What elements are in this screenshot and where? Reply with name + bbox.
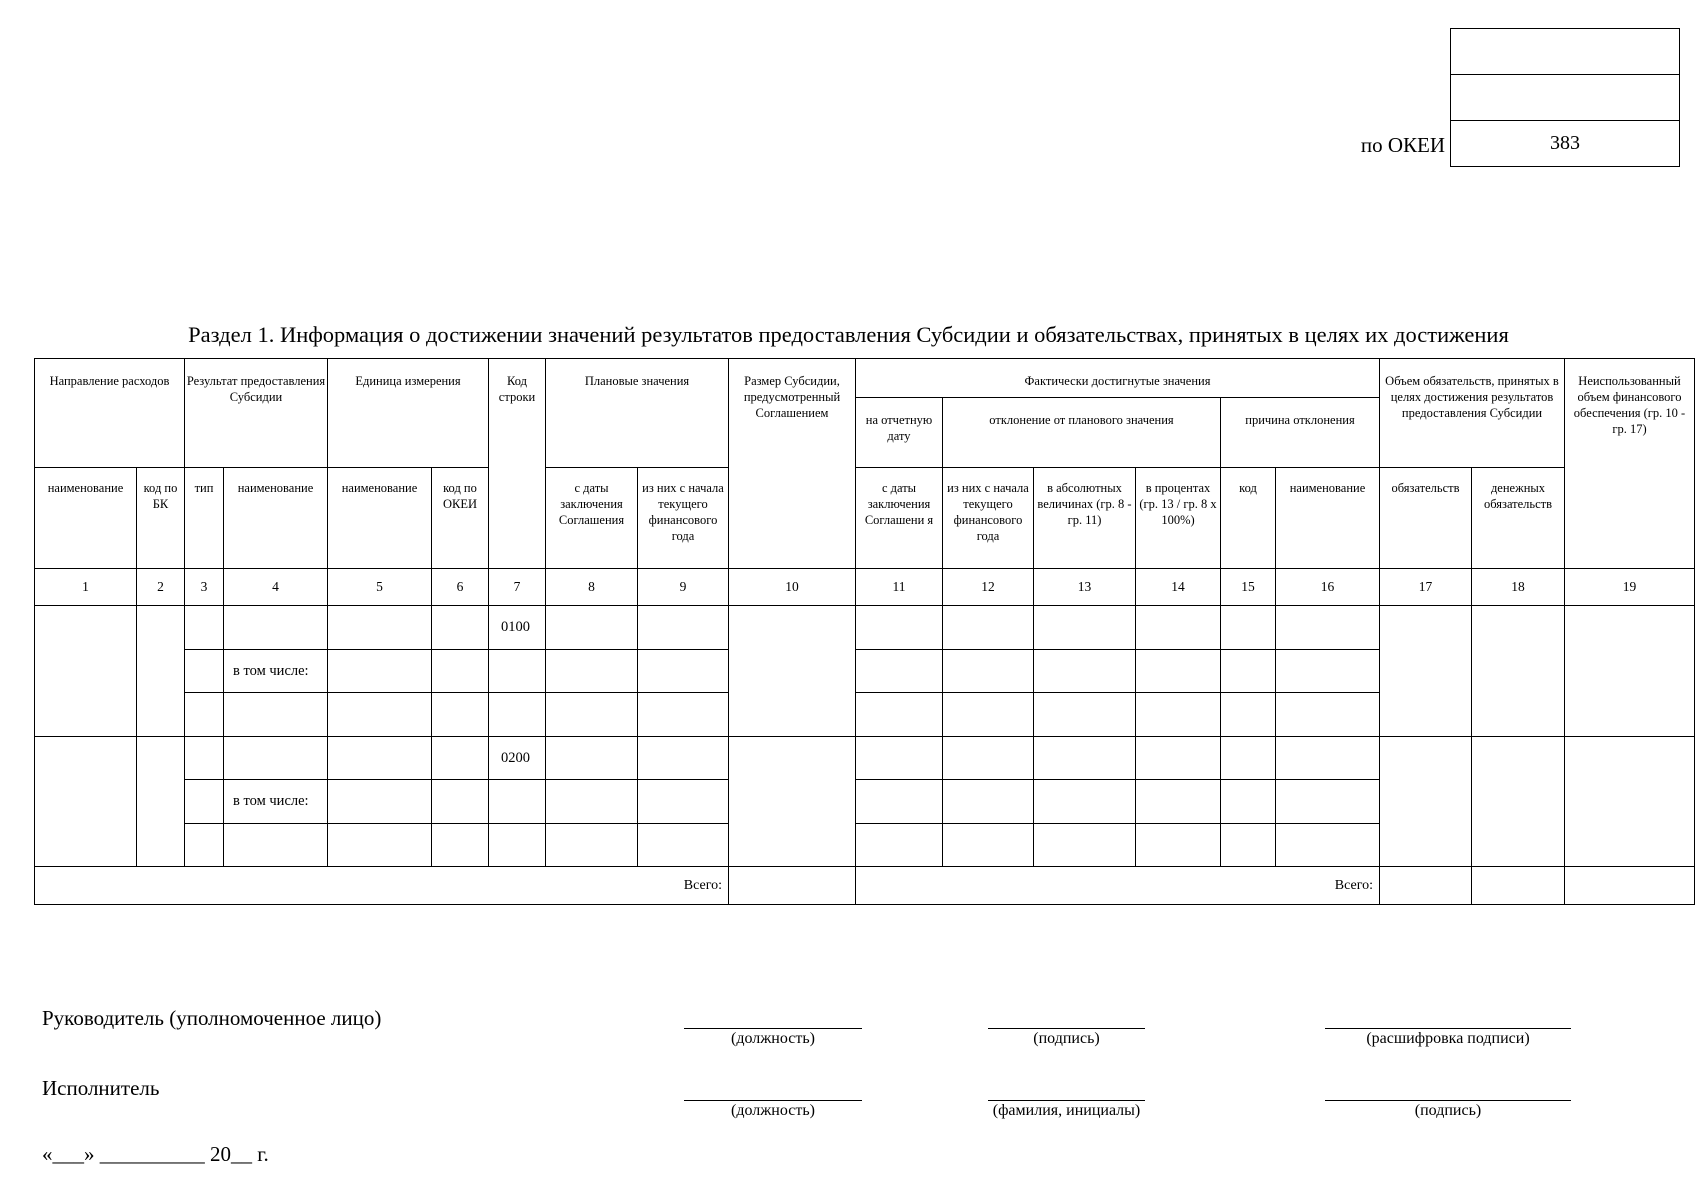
- total-label-planned: Всего:: [35, 867, 729, 905]
- data-cell[interactable]: [489, 693, 546, 737]
- header-result: Результат предоставления Субсидии: [185, 359, 328, 468]
- column-number: 10: [729, 569, 856, 606]
- column-number: 17: [1380, 569, 1472, 606]
- header-unused: Неиспользованный объем финансового обеспечения (гр. 10 - гр. 17): [1565, 359, 1695, 569]
- data-cell[interactable]: [137, 606, 185, 737]
- data-cell[interactable]: [1034, 693, 1136, 737]
- data-cell[interactable]: [432, 823, 489, 867]
- data-cell[interactable]: [1276, 823, 1380, 867]
- header-act-from-date: с даты заключения Соглашени я: [856, 468, 943, 569]
- data-cell[interactable]: [1034, 823, 1136, 867]
- data-cell[interactable]: [856, 649, 943, 693]
- executor-signature-line[interactable]: [1325, 1100, 1571, 1101]
- total-unused-cell[interactable]: [1565, 867, 1695, 905]
- header-reason-name: наименование: [1276, 468, 1380, 569]
- data-cell[interactable]: [1380, 736, 1472, 867]
- data-cell[interactable]: [638, 736, 729, 780]
- data-cell[interactable]: [35, 736, 137, 867]
- header-deviation: отклонение от планового значения: [943, 398, 1221, 468]
- column-number: 3: [185, 569, 224, 606]
- data-cell[interactable]: [1472, 736, 1565, 867]
- data-cell[interactable]: [1565, 606, 1695, 737]
- head-label: Руководитель (уполномоченное лицо): [42, 1006, 382, 1030]
- data-cell[interactable]: [1276, 649, 1380, 693]
- data-cell[interactable]: [185, 606, 224, 650]
- column-number: 4: [224, 569, 328, 606]
- data-cell[interactable]: [1136, 736, 1221, 780]
- including-label: в том числе:: [224, 780, 328, 824]
- data-cell[interactable]: [185, 736, 224, 780]
- header-plan-of-them: из них с начала текущего финансового года: [638, 468, 729, 569]
- column-number: 6: [432, 569, 489, 606]
- total-subsidy-cell[interactable]: [729, 867, 856, 905]
- data-cell[interactable]: [185, 693, 224, 737]
- header-unit-code: код по ОКЕИ: [432, 468, 489, 569]
- data-cell[interactable]: [856, 823, 943, 867]
- data-cell[interactable]: [1380, 606, 1472, 737]
- column-number: 18: [1472, 569, 1565, 606]
- data-cell[interactable]: [546, 736, 638, 780]
- data-cell[interactable]: [328, 736, 432, 780]
- data-cell[interactable]: [328, 606, 432, 650]
- data-cell[interactable]: [1136, 606, 1221, 650]
- data-cell[interactable]: [943, 823, 1034, 867]
- header-on-report-date: на отчетную дату: [856, 398, 943, 468]
- data-cell[interactable]: [856, 736, 943, 780]
- data-cell[interactable]: [856, 780, 943, 824]
- data-cell[interactable]: [328, 693, 432, 737]
- data-cell[interactable]: [185, 823, 224, 867]
- data-cell[interactable]: [638, 823, 729, 867]
- row-code-0200: 0200: [489, 736, 546, 780]
- data-cell[interactable]: [1136, 823, 1221, 867]
- data-cell[interactable]: [638, 649, 729, 693]
- executor-name-caption: (фамилия, инициалы): [992, 1102, 1141, 1119]
- okei-cell-2[interactable]: [1451, 75, 1680, 121]
- header-actual: Фактически достигнутые значения: [856, 359, 1380, 398]
- total-label-actual: Всего:: [856, 867, 1380, 905]
- data-cell[interactable]: [489, 780, 546, 824]
- data-cell[interactable]: [729, 606, 856, 737]
- header-planned: Плановые значения: [546, 359, 729, 468]
- data-cell[interactable]: [546, 780, 638, 824]
- column-number: 7: [489, 569, 546, 606]
- header-obligations: Объем обязательств, принятых в целях достижения результатов предоставления Субсидии: [1380, 359, 1565, 468]
- header-direction: Направление расходов: [35, 359, 185, 468]
- head-position-caption: (должность): [731, 1030, 815, 1047]
- header-abs-values: в абсолютных величинах (гр. 8 - гр. 11): [1034, 468, 1136, 569]
- header-percent: в процентах (гр. 13 / гр. 8 x 100%): [1136, 468, 1221, 569]
- data-cell[interactable]: [224, 693, 328, 737]
- section-title: Раздел 1. Информация о достижении значений результатов предоставления Субсидии и обязательствах, принятых в целях их достижения: [188, 322, 1509, 347]
- data-cell[interactable]: [1276, 780, 1380, 824]
- data-cell[interactable]: [1034, 649, 1136, 693]
- data-cell[interactable]: [1276, 693, 1380, 737]
- executor-name-line[interactable]: [988, 1100, 1145, 1101]
- data-cell[interactable]: [432, 649, 489, 693]
- data-cell[interactable]: [1136, 780, 1221, 824]
- data-cell[interactable]: [185, 649, 224, 693]
- data-cell[interactable]: [1221, 780, 1276, 824]
- data-cell[interactable]: [1221, 649, 1276, 693]
- column-number: 14: [1136, 569, 1221, 606]
- data-cell[interactable]: [224, 736, 328, 780]
- data-cell[interactable]: [432, 606, 489, 650]
- header-unit-name: наименование: [328, 468, 432, 569]
- okei-cell-1[interactable]: [1451, 29, 1680, 75]
- data-cell[interactable]: [185, 780, 224, 824]
- data-cell[interactable]: [856, 693, 943, 737]
- column-number: 8: [546, 569, 638, 606]
- data-cell[interactable]: [224, 606, 328, 650]
- data-cell[interactable]: [943, 606, 1034, 650]
- data-cell[interactable]: [35, 606, 137, 737]
- okei-cell-3[interactable]: 383: [1451, 121, 1680, 167]
- data-cell[interactable]: [1034, 736, 1136, 780]
- data-cell[interactable]: [1221, 736, 1276, 780]
- executor-position-line[interactable]: [684, 1100, 862, 1101]
- data-cell[interactable]: [546, 606, 638, 650]
- header-plan-from-date: с даты заключения Соглашения: [546, 468, 638, 569]
- head-decoding-caption: (расшифровка подписи): [1366, 1030, 1530, 1047]
- data-cell[interactable]: [1276, 606, 1380, 650]
- total-obligations-cell[interactable]: [1380, 867, 1472, 905]
- executor-position-caption: (должность): [731, 1102, 815, 1119]
- head-signature-line[interactable]: [988, 1028, 1145, 1029]
- column-number: 1: [35, 569, 137, 606]
- date-line[interactable]: «___» __________ 20__ г.: [42, 1142, 269, 1166]
- including-label: в том числе:: [224, 649, 328, 693]
- okei-code-box: [1450, 28, 1680, 167]
- data-cell[interactable]: [546, 649, 638, 693]
- head-decoding-line[interactable]: [1325, 1028, 1571, 1029]
- data-cell[interactable]: [1221, 693, 1276, 737]
- data-cell[interactable]: [489, 823, 546, 867]
- data-cell[interactable]: [1221, 606, 1276, 650]
- header-unit: Единица измерения: [328, 359, 489, 468]
- okei-label: по ОКЕИ: [1360, 133, 1445, 157]
- data-cell[interactable]: [943, 649, 1034, 693]
- data-cell[interactable]: [1136, 649, 1221, 693]
- data-cell[interactable]: [546, 823, 638, 867]
- head-position-line[interactable]: [684, 1028, 862, 1029]
- data-cell[interactable]: [328, 823, 432, 867]
- column-number: 2: [137, 569, 185, 606]
- executor-signature-caption: (подпись): [1414, 1102, 1482, 1119]
- header-obl-obligations: обязательств: [1380, 468, 1472, 569]
- data-cell[interactable]: [1565, 736, 1695, 867]
- data-cell[interactable]: [943, 780, 1034, 824]
- row-code-0100: 0100: [489, 606, 546, 650]
- header-row-code: Код строки: [489, 359, 546, 569]
- data-cell[interactable]: [638, 780, 729, 824]
- data-cell[interactable]: [1034, 780, 1136, 824]
- column-number: 19: [1565, 569, 1695, 606]
- data-cell[interactable]: [1276, 736, 1380, 780]
- header-obl-monetary: денежных обязательств: [1472, 468, 1565, 569]
- data-cell[interactable]: [328, 649, 432, 693]
- data-cell[interactable]: [224, 823, 328, 867]
- header-res-name: наименование: [224, 468, 328, 569]
- column-number: 16: [1276, 569, 1380, 606]
- data-cell[interactable]: [432, 780, 489, 824]
- data-cell[interactable]: [489, 649, 546, 693]
- column-number: 5: [328, 569, 432, 606]
- column-number: 15: [1221, 569, 1276, 606]
- header-dir-code: код по БК: [137, 468, 185, 569]
- data-cell[interactable]: [729, 736, 856, 867]
- data-cell[interactable]: [638, 606, 729, 650]
- column-number: 9: [638, 569, 729, 606]
- data-cell[interactable]: [1221, 823, 1276, 867]
- column-number: 13: [1034, 569, 1136, 606]
- report-table: [34, 358, 1695, 905]
- header-res-type: тип: [185, 468, 224, 569]
- data-cell[interactable]: [432, 693, 489, 737]
- header-reason: причина отклонения: [1221, 398, 1380, 468]
- data-cell[interactable]: [1472, 606, 1565, 737]
- header-reason-code: код: [1221, 468, 1276, 569]
- data-cell[interactable]: [432, 736, 489, 780]
- data-cell[interactable]: [638, 693, 729, 737]
- header-dir-name: наименование: [35, 468, 137, 569]
- data-cell[interactable]: [1136, 693, 1221, 737]
- data-cell[interactable]: [1034, 606, 1136, 650]
- total-monetary-cell[interactable]: [1472, 867, 1565, 905]
- column-number: 11: [856, 569, 943, 606]
- header-subsidy-size: Размер Субсидии, предусмотренный Соглашением: [729, 359, 856, 569]
- header-act-of-them: из них с начала текущего финансового года: [943, 468, 1034, 569]
- data-cell[interactable]: [943, 736, 1034, 780]
- column-number: 12: [943, 569, 1034, 606]
- executor-label: Исполнитель: [42, 1076, 160, 1100]
- data-cell[interactable]: [328, 780, 432, 824]
- data-cell[interactable]: [943, 693, 1034, 737]
- data-cell[interactable]: [856, 606, 943, 650]
- data-cell[interactable]: [137, 736, 185, 867]
- head-signature-caption: (подпись): [1033, 1030, 1100, 1047]
- data-cell[interactable]: [546, 693, 638, 737]
